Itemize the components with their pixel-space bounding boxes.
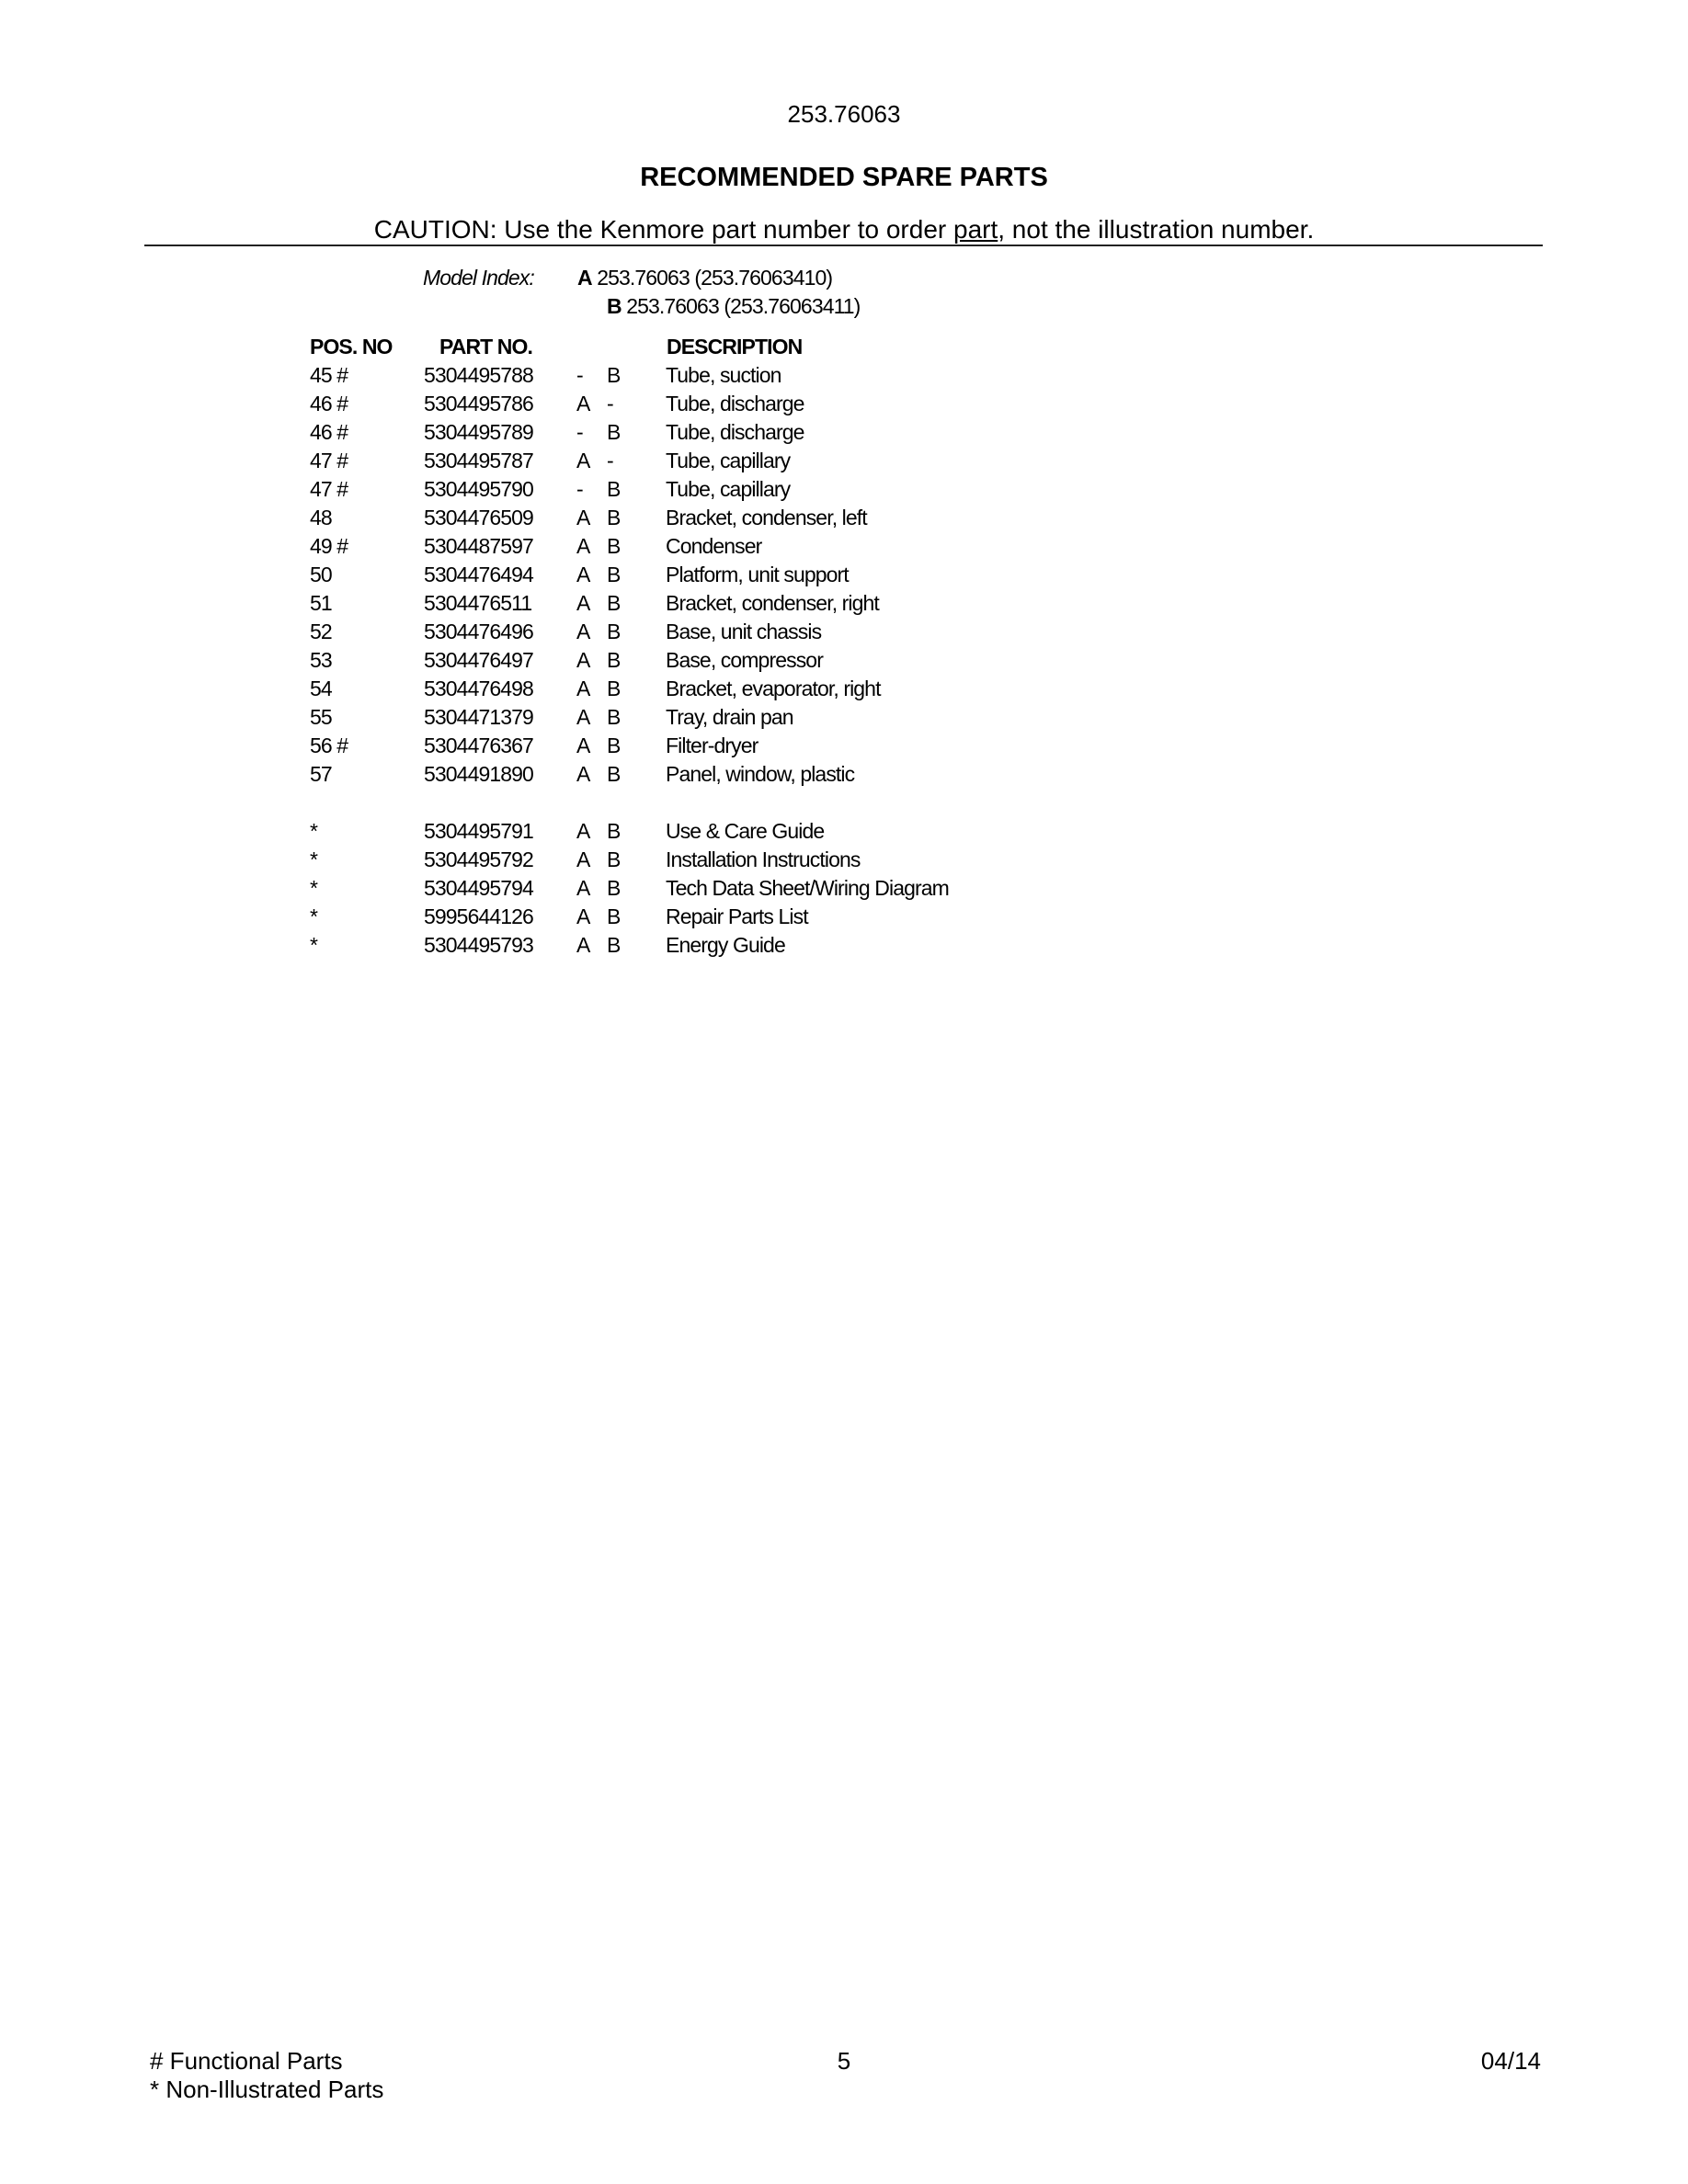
caution-note	[0, 215, 1688, 245]
pos-cell: 55	[310, 705, 332, 729]
model-text-a: 253.76063 (253.76063410)	[597, 266, 833, 290]
table-row	[0, 532, 1688, 561]
model-a-cell: A	[576, 677, 590, 700]
pos-cell: *	[310, 904, 318, 928]
description-cell: Tube, capillary	[666, 449, 791, 472]
model-b-cell: B	[607, 819, 621, 843]
model-b-cell: B	[607, 876, 621, 900]
model-b-cell: B	[607, 648, 621, 672]
non-illustrated-row	[0, 874, 1688, 903]
pos-cell: 54	[310, 677, 332, 700]
part-number-cell: 5304476496	[424, 620, 533, 643]
description-cell: Base, unit chassis	[666, 620, 822, 643]
model-b-cell: B	[607, 904, 621, 928]
model-b-cell: B	[607, 933, 621, 957]
pos-cell: 46 #	[310, 392, 348, 415]
pos-cell: 45 #	[310, 363, 348, 387]
table-row	[0, 361, 1688, 390]
pos-cell: 49 #	[310, 534, 348, 558]
pos-cell: 53	[310, 648, 332, 672]
model-a-cell: A	[576, 449, 590, 472]
model-a-cell: A	[576, 847, 590, 871]
pos-cell: 57	[310, 762, 332, 786]
model-a-cell: A	[576, 933, 590, 957]
part-number-cell: 5304487597	[424, 534, 533, 558]
model-index-a	[577, 264, 832, 292]
part-number-cell: 5304471379	[424, 705, 533, 729]
model-a-cell: -	[576, 420, 583, 444]
model-index-label: Model Index:	[423, 266, 534, 290]
table-spacer	[0, 789, 1688, 817]
model-a-cell: A	[576, 534, 590, 558]
description-cell: Base, compressor	[666, 648, 823, 672]
caution-underlined-word: part	[953, 215, 998, 244]
table-row	[0, 589, 1688, 618]
part-number-cell: 5304495794	[424, 876, 533, 900]
model-a-cell: A	[576, 648, 590, 672]
pos-cell: *	[310, 876, 318, 900]
model-letter-b: B	[607, 294, 622, 318]
pos-cell: 47 #	[310, 449, 348, 472]
page-number: 5	[837, 2047, 851, 2075]
part-number-cell: 5304495791	[424, 819, 533, 843]
model-b-cell: -	[607, 392, 613, 415]
model-b-cell: B	[607, 420, 621, 444]
description-cell: Bracket, evaporator, right	[666, 677, 881, 700]
part-number-cell: 5304495793	[424, 933, 533, 957]
model-b-cell: B	[607, 734, 621, 757]
model-b-cell: B	[607, 762, 621, 786]
pos-cell: 47 #	[310, 477, 348, 501]
model-b-cell: B	[607, 506, 621, 529]
column-header-part: PART NO.	[439, 335, 532, 358]
part-number-cell: 5304476509	[424, 506, 533, 529]
table-row	[0, 646, 1688, 675]
description-cell: Filter-dryer	[666, 734, 758, 757]
pos-cell: 50	[310, 563, 332, 586]
model-b-cell: B	[607, 620, 621, 643]
table-row	[0, 447, 1688, 475]
part-number-cell: 5995644126	[424, 904, 533, 928]
model-a-cell: A	[576, 819, 590, 843]
part-number-cell: 5304495790	[424, 477, 533, 501]
description-cell: Tube, discharge	[666, 392, 804, 415]
table-row	[0, 390, 1688, 418]
pos-cell: *	[310, 933, 318, 957]
model-b-cell: B	[607, 363, 621, 387]
model-a-cell: -	[576, 477, 583, 501]
table-row	[0, 418, 1688, 447]
column-header-pos: POS. NO	[310, 335, 393, 358]
pos-cell: *	[310, 819, 318, 843]
model-a-cell: A	[576, 876, 590, 900]
model-b-cell: B	[607, 591, 621, 615]
model-b-cell: B	[607, 677, 621, 700]
table-row	[0, 475, 1688, 504]
model-a-cell: A	[576, 705, 590, 729]
model-a-cell: A	[576, 734, 590, 757]
pos-cell: 48	[310, 506, 332, 529]
part-number-cell: 5304495789	[424, 420, 533, 444]
revision-date: 04/14	[1480, 2047, 1541, 2075]
model-a-cell: A	[576, 591, 590, 615]
model-a-cell: A	[576, 620, 590, 643]
caution-suffix: , not the illustration number.	[998, 215, 1315, 244]
table-row	[0, 618, 1688, 646]
description-cell: Bracket, condenser, right	[666, 591, 879, 615]
part-number-cell: 5304491890	[424, 762, 533, 786]
table-row	[0, 504, 1688, 532]
description-cell: Tube, suction	[666, 363, 781, 387]
description-cell: Tube, capillary	[666, 477, 791, 501]
description-cell: Energy Guide	[666, 933, 785, 957]
model-a-cell: -	[576, 363, 583, 387]
model-b-cell: B	[607, 534, 621, 558]
description-cell: Bracket, condenser, left	[666, 506, 867, 529]
model-number-header: 253.76063	[787, 100, 901, 128]
legend-functional: # Functional Parts	[150, 2047, 343, 2075]
part-number-cell: 5304476497	[424, 648, 533, 672]
part-number-cell: 5304476498	[424, 677, 533, 700]
non-illustrated-row	[0, 903, 1688, 931]
model-a-cell: A	[576, 392, 590, 415]
caution-prefix: CAUTION: Use the Kenmore part number to order	[373, 215, 953, 244]
legend-non-illustrated: * Non-Illustrated Parts	[150, 2076, 384, 2103]
model-b-cell: B	[607, 477, 621, 501]
model-a-cell: A	[576, 506, 590, 529]
table-row	[0, 732, 1688, 760]
part-number-cell: 5304495786	[424, 392, 533, 415]
model-b-cell: B	[607, 563, 621, 586]
description-cell: Installation Instructions	[666, 847, 861, 871]
part-number-cell: 5304476494	[424, 563, 533, 586]
non-illustrated-row	[0, 817, 1688, 846]
pos-cell: *	[310, 847, 318, 871]
model-b-cell: B	[607, 705, 621, 729]
model-text-b: 253.76063 (253.76063411)	[626, 294, 861, 318]
pos-cell: 56 #	[310, 734, 348, 757]
page-title: RECOMMENDED SPARE PARTS	[640, 163, 1048, 192]
pos-cell: 46 #	[310, 420, 348, 444]
table-row	[0, 760, 1688, 789]
description-cell: Use & Care Guide	[666, 819, 825, 843]
column-header-description: DESCRIPTION	[667, 335, 803, 358]
model-letter-a: A	[577, 266, 592, 290]
description-cell: Tray, drain pan	[666, 705, 793, 729]
description-cell: Platform, unit support	[666, 563, 849, 586]
part-number-cell: 5304476511	[424, 591, 532, 615]
model-b-cell: -	[607, 449, 613, 472]
table-row	[0, 561, 1688, 589]
model-a-cell: A	[576, 904, 590, 928]
header-divider	[144, 245, 1543, 246]
description-cell: Tube, discharge	[666, 420, 804, 444]
pos-cell: 51	[310, 591, 332, 615]
description-cell: Repair Parts List	[666, 904, 808, 928]
model-b-cell: B	[607, 847, 621, 871]
model-a-cell: A	[576, 762, 590, 786]
pos-cell: 52	[310, 620, 332, 643]
part-number-cell: 5304476367	[424, 734, 533, 757]
non-illustrated-row	[0, 846, 1688, 874]
description-cell: Tech Data Sheet/Wiring Diagram	[666, 876, 949, 900]
table-row	[0, 703, 1688, 732]
non-illustrated-row	[0, 931, 1688, 960]
part-number-cell: 5304495787	[424, 449, 533, 472]
parts-table-body	[0, 361, 1688, 960]
model-a-cell: A	[576, 563, 590, 586]
part-number-cell: 5304495788	[424, 363, 533, 387]
description-cell: Panel, window, plastic	[666, 762, 855, 786]
model-index-b	[607, 292, 860, 321]
description-cell: Condenser	[666, 534, 762, 558]
table-row	[0, 675, 1688, 703]
part-number-cell: 5304495792	[424, 847, 533, 871]
